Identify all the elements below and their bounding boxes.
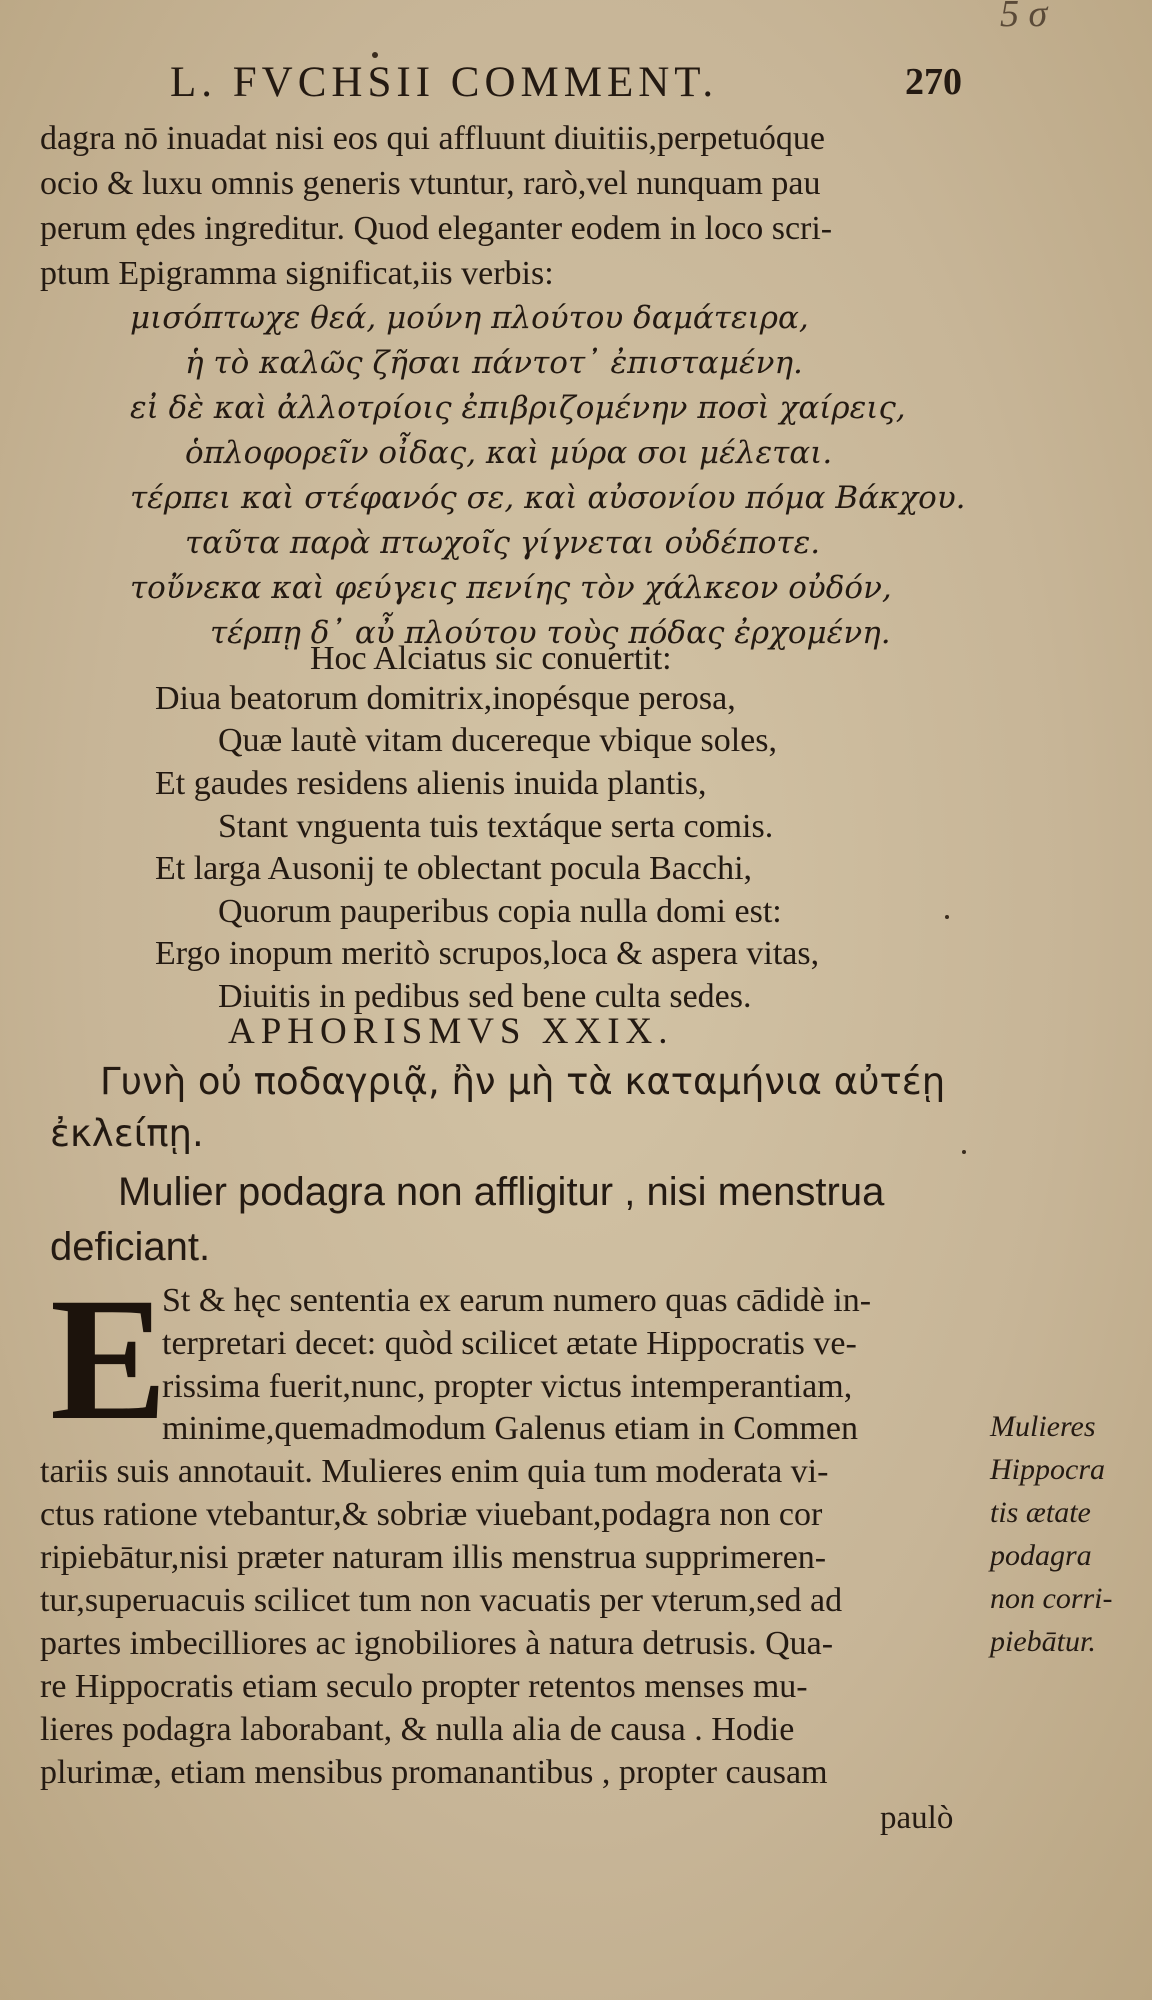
aphorism-greek-line: ἐκλείπῃ.: [50, 1112, 204, 1155]
running-head: L. FVCHSII COMMENT.: [170, 59, 719, 106]
commentary-line: plurimæ, etiam mensibus promanantibus , propter causam: [40, 1754, 828, 1791]
commentary-line: partes imbecilliores ac ignobiliores à natura detrusis. Qua-: [40, 1625, 834, 1662]
greek-verse: εἰ δὲ καὶ ἀλλοτρίοις ἐπιβριζομένην ποσὶ χαίρεις,: [130, 390, 906, 426]
latin-verse: Diuitis in pedibus sed bene culta sedes.: [218, 978, 752, 1015]
ink-speck: [372, 52, 378, 58]
commentary-line: tur,superuacuis scilicet tum non vacuatis per vterum,sed ad: [40, 1582, 843, 1619]
margin-note-line: Hippocra: [990, 1453, 1105, 1486]
latin-verse: Et gaudes residens alienis inuida plantis,: [155, 765, 707, 802]
greek-verse: τοὔνεκα καὶ φεύγεις πενίης τὸν χάλκεον οὐδόν,: [130, 570, 892, 606]
alciatus-intro: Hoc Alciatus sic conuertit:: [310, 640, 672, 677]
margin-note-line: non corri-: [990, 1582, 1113, 1615]
margin-note-line: piebātur.: [990, 1625, 1096, 1658]
latin-verse: Et larga Ausonij te oblectant pocula Bacchi,: [155, 850, 753, 887]
drop-cap: E: [50, 1262, 168, 1457]
margin-note-line: Mulieres: [990, 1410, 1096, 1443]
latin-verse: Ergo inopum meritò scrupos,loca & aspera vitas,: [155, 935, 820, 972]
latin-verse: Quorum pauperibus copia nulla domi est:: [218, 893, 782, 930]
aphorism-latin-line: Mulier podagra non affligitur , nisi menstrua: [118, 1170, 885, 1214]
greek-verse: ὁπλοφορεῖν οἶδας, καὶ μύρα σοι μέλεται.: [185, 435, 833, 471]
latin-verse: Quæ lautè vitam ducereque vbique soles,: [218, 722, 777, 759]
commentary-line: tariis suis annotauit. Mulieres enim quia tum moderata vi-: [40, 1453, 829, 1490]
corner-annotation: 5 σ: [1000, 0, 1048, 35]
commentary-line: minime,quemadmodum Galenus etiam in Commen: [162, 1410, 858, 1447]
body-line: dagra nō inuadat nisi eos qui affluunt diuitiis,perpetuóque: [40, 120, 825, 157]
greek-verse: τέρπῃ δ᾽ αὖ πλούτου τοὺς πόδας ἐρχομένη.: [210, 615, 891, 651]
commentary-line: terpretari decet: quòd scilicet ætate Hippocratis ve-: [162, 1325, 857, 1362]
commentary-line: lieres podagra laborabant, & nulla alia de causa . Hodie: [40, 1711, 795, 1748]
body-line: ocio & luxu omnis generis vtuntur, rarò,vel nunquam pau: [40, 165, 821, 202]
ink-speck: [962, 1150, 966, 1154]
commentary-line: ctus ratione vtebantur,& sobriæ viuebant,podagra non cor: [40, 1496, 823, 1533]
catchword: paulò: [880, 1800, 954, 1836]
latin-verse: Diua beatorum domitrix,inopésque perosa,: [155, 680, 736, 717]
greek-verse: ἡ τὸ καλῶς ζῆσαι πάντοτ᾽ ἐπισταμένη.: [185, 345, 803, 381]
margin-note-line: tis ætate: [990, 1496, 1091, 1529]
body-line: ptum Epigramma significat,iis verbis:: [40, 255, 554, 292]
commentary-line: re Hippocratis etiam seculo propter retentos menses mu-: [40, 1668, 808, 1705]
commentary-line: St & hęc sententia ex earum numero quas cādidè in-: [162, 1282, 872, 1319]
greek-verse: ταῦτα παρὰ πτωχοῖς γίγνεται οὐδέποτε.: [185, 525, 821, 561]
margin-note-line: podagra: [990, 1539, 1092, 1572]
ink-speck: [945, 915, 949, 919]
greek-verse: μισόπτωχε θεά, μούνη πλούτου δαμάτειρα,: [130, 300, 809, 336]
folio-number: 270: [905, 61, 962, 103]
commentary-line: ripiebātur,nisi præter naturam illis menstrua supprimeren-: [40, 1539, 827, 1576]
body-line: perum ędes ingreditur. Quod eleganter eodem in loco scri-: [40, 210, 833, 247]
aphorism-latin-line: deficiant.: [50, 1225, 211, 1269]
greek-verse: τέρπει καὶ στέφανός σε, καὶ αὐσονίου πόμα Βάκχου.: [130, 480, 966, 516]
commentary-line: rissima fuerit,nunc, propter victus intemperantiam,: [162, 1368, 853, 1405]
aphorism-greek-line: Γυνὴ οὐ ποδαγριᾷ, ἢν μὴ τὰ καταμήνια αὐτέῃ: [100, 1060, 946, 1103]
aphorism-heading: APHORISMVS XXIX.: [228, 1011, 674, 1052]
latin-verse: Stant vnguenta tuis textáque serta comis.: [218, 808, 774, 845]
